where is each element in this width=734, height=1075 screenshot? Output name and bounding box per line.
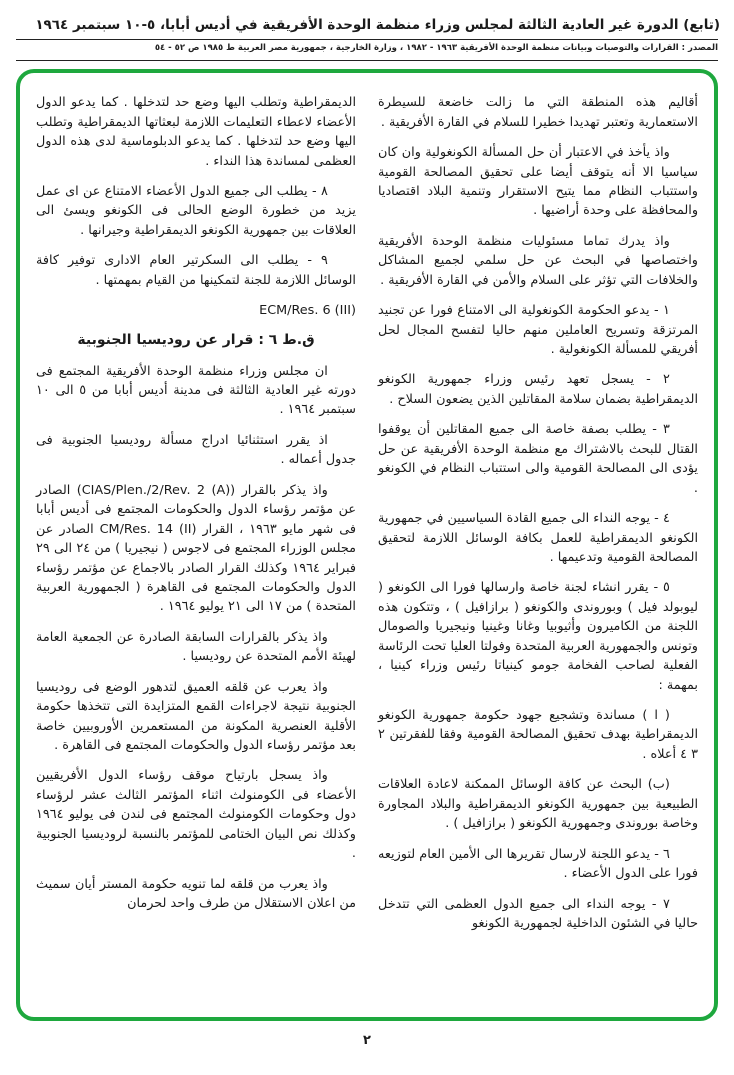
paragraph: ٩ - يطلب الى السكرتير العام الادارى توفير كافة الوسائل اللازمة للجنة لتمكينها من القيام بمهمتها .: [36, 253, 356, 288]
paragraph: ٤ - يوجه النداء الى جميع القادة السياسيين في جمهورية الكونغو الديمقراطية للعمل بكافة الوسائل اللازمة لتحقيق المصالحة القومية وتدعيمها .: [378, 511, 698, 565]
paragraph: ٧ - يوجه النداء الى جميع الدول العظمى التي تتدخل حاليا في الشئون الداخلية لجمهورية الكونغو: [378, 896, 698, 931]
paragraph: واذ يأخذ في الاعتبار أن حل المسألة الكونغولية وان كان سياسيا الا أنه يتوقف أيضا على تحقيق المصالحة القومية واستتباب النظام مما يتيح الاستقرار وتنمية البلاد اقتصاديا والمحافظة على وحدة أراضيها .: [378, 145, 698, 219]
paragraph: ان مجلس وزراء منظمة الوحدة الأفريقية المجتمع فى دورته غير العادية الثالثة فى مدينة أديس أبابا من ٥ الى ١٠ سبتمبر ١٩٦٤ .: [36, 363, 356, 418]
paragraph: واذ يذكر بالقرار ⁦(CIAS/Plen./2/Rev. 2 (A))⁩ الصادر عن مؤتمر رؤساء الدول والحكومات المجتمع فى أديس أبابا فى شهر مايو ١٩٦٣ ، القرار ⁦CM/Res. 14 (II)⁩ الصادر عن مجلس الوزراء المجتمع فى لاجوس ( نيجيريا ) من ٢٤ الى ٢٩ فبراير ١٩٦٤ وكذلك القرار الصادر بالاجماع عن مؤتمر رؤساء الدول والحكومات المجتمع فى القاهرة ( الجمهورية العربية المتحدة ) من ١٧ الى ٢١ يوليو ١٩٦٤ .: [36, 482, 356, 615]
paragraph: ٦ - يدعو اللجنة لارسال تقريرها الى الأمين العام لتوزيعه فورا على الدول الأعضاء .: [378, 846, 698, 882]
right-column: [378, 93, 698, 1005]
paragraph: أقاليم هذه المنطقة التي ما زالت خاضعة للسيطرة الاستعمارية وتعتبر تهديدا خطيرا للسلام في القارة الأفريقية .: [378, 95, 698, 130]
paragraph: واذ يعرب عن قلقه العميق لتدهور الوضع فى روديسيا الجنوبية نتيجة لاجراءات القمع المتزايدة التى تتخذها حكومة الأقلية العنصرية المكونة من المستعمرين الأوروبيين خاصة بعد مؤتمر رؤساء الدول والحكومات المجتمع فى القاهرة .: [36, 679, 356, 754]
paragraph: واذ يدرك تماما مسئوليات منظمة الوحدة الأفريقية واختصاصها في البحث عن حل سلمي لجميع المشاكل والخلافات التي تؤثر على السلام والأمن في القارة الأفريقية .: [378, 233, 698, 288]
paragraph: الديمقراطية وتطلب اليها وضع حد لتدخلها . كما يدعو الدول الأعضاء لاعطاء التعليمات اللازمة لبعثاتها الديمقراطية وتطلب اليها وضع حد لتدخلها . كما يدعو الدبلوماسية لدى هذه الدول العظمى لمساندة هذا النداء .: [36, 95, 356, 169]
paragraph: واذ يذكر بالقرارات السابقة الصادرة عن الجمعية العامة لهيئة الأمم المتحدة عن روديسيا .: [36, 629, 356, 665]
paragraph: ٣ - يطلب بصفة خاصة الى جميع المقاتلين أن يوقفوا القتال للبحث بالاشتراك مع منظمة الوحدة الأفريقية عن حل يؤدى الى المصالحة القومية والى استتباب النظام في الكونغو .: [378, 422, 698, 496]
document-title: (تابع) الدورة غير العادية الثالثة لمجلس وزراء منظمة الوحدة الأفريقية في أديس أبابا، ٥-١٠ سبتمبر ١٩٦٤: [35, 17, 720, 33]
divider-bottom: [16, 60, 718, 61]
page-number: ٢: [363, 1033, 371, 1049]
paragraph: اذ يقرر استثنائيا ادراج مسألة روديسيا الجنوبية فى جدول أعماله .: [36, 432, 356, 468]
resolution-heading: ق.ط ٦ : قرار عن روديسيا الجنوبية: [77, 331, 315, 348]
document-source: المصدر : القرارات والتوصيات وبيانات منظمة الوحدة الأفريقية ١٩٦٣ - ١٩٨٢ ، وزارة الخارجية ، جمهورية مصر العربية ط ١٩٨٥ ص ٥٢ - ٥٤: [154, 43, 718, 54]
left-column: [36, 93, 356, 1005]
two-column-layout: [36, 93, 698, 1005]
paragraph: ٢ - يسجل تعهد رئيس وزراء جمهورية الكونغو الديمقراطية بضمان سلامة المقاتلين الذين يضعون السلاح .: [378, 372, 698, 407]
content-frame: [16, 69, 718, 1021]
document-footer: [0, 1021, 734, 1048]
document-header: [0, 0, 734, 61]
paragraph: ٨ - يطلب الى جميع الدول الأعضاء الامتناع عن اى عمل يزيد من خطورة الوضع الحالى فى الكونغو ويسئ الى العلاقات بين جمهورية الكونغو الديمقراطية وجيرانها .: [36, 183, 356, 238]
paragraph: واذ يسجل بارتياح موقف رؤساء الدول الأفريقيين الأعضاء فى الكومنولث اثناء المؤتمر الثالث عشر لرؤساء دول وحكومات الكومنولث المجتمع فى لندن فى يوليو ١٩٦٤ وكذلك نص البيان الختامى للمؤتمر بالنسبة لروديسيا الجنوبية .: [36, 768, 356, 862]
paragraph: ١ - يدعو الحكومة الكونغولية الى الامتناع فورا عن تجنيد المرتزقة وتسريح العاملين منهم حاليا لتفسح المجال لحل أفريقي للمسألة الكونغولية .: [378, 303, 698, 358]
paragraph: واذ يعرب من قلقه لما تنويه حكومة المستر أيان سميث من اعلان الاستقلال من طرف واحد لحرمان: [36, 876, 356, 912]
paragraph: (ب) البحث عن كافة الوسائل الممكنة لاعادة العلاقات الطبيعية بين جمهورية الكونغو الديمقراطية والبلاد المجاورة وخاصة بوروندى وجمهورية الكونغو ( برازافيل ) .: [378, 777, 698, 832]
paragraph: ٥ - يقرر انشاء لجنة خاصة وارسالها فورا الى الكونغو ( ليوبولد فيل ) وبوروندى والكونغو ( برازافيل ) ، وتتكون هذه اللجنة من الكاميرون وأثيوبيا وغانا وغينيا ونيجيريا والصومال وتونس والجمهورية العربية المتحدة وفولتا العليا تحت الرئاسة الفعلية لصاحب الفخامة جومو كينياتا رئيس وزراء كينيا ، بمهمة :: [378, 580, 698, 693]
paragraph: ( ا ) مساندة وتشجيع جهود حكومة جمهورية الكونغو الديمقراطية بهدف تحقيق المصالحة القومية وفقا للفقرتين ٢ ٣ ٤ أعلاه .: [378, 708, 698, 762]
resolution-code: ECM/Res. 6 (III): [259, 303, 356, 319]
